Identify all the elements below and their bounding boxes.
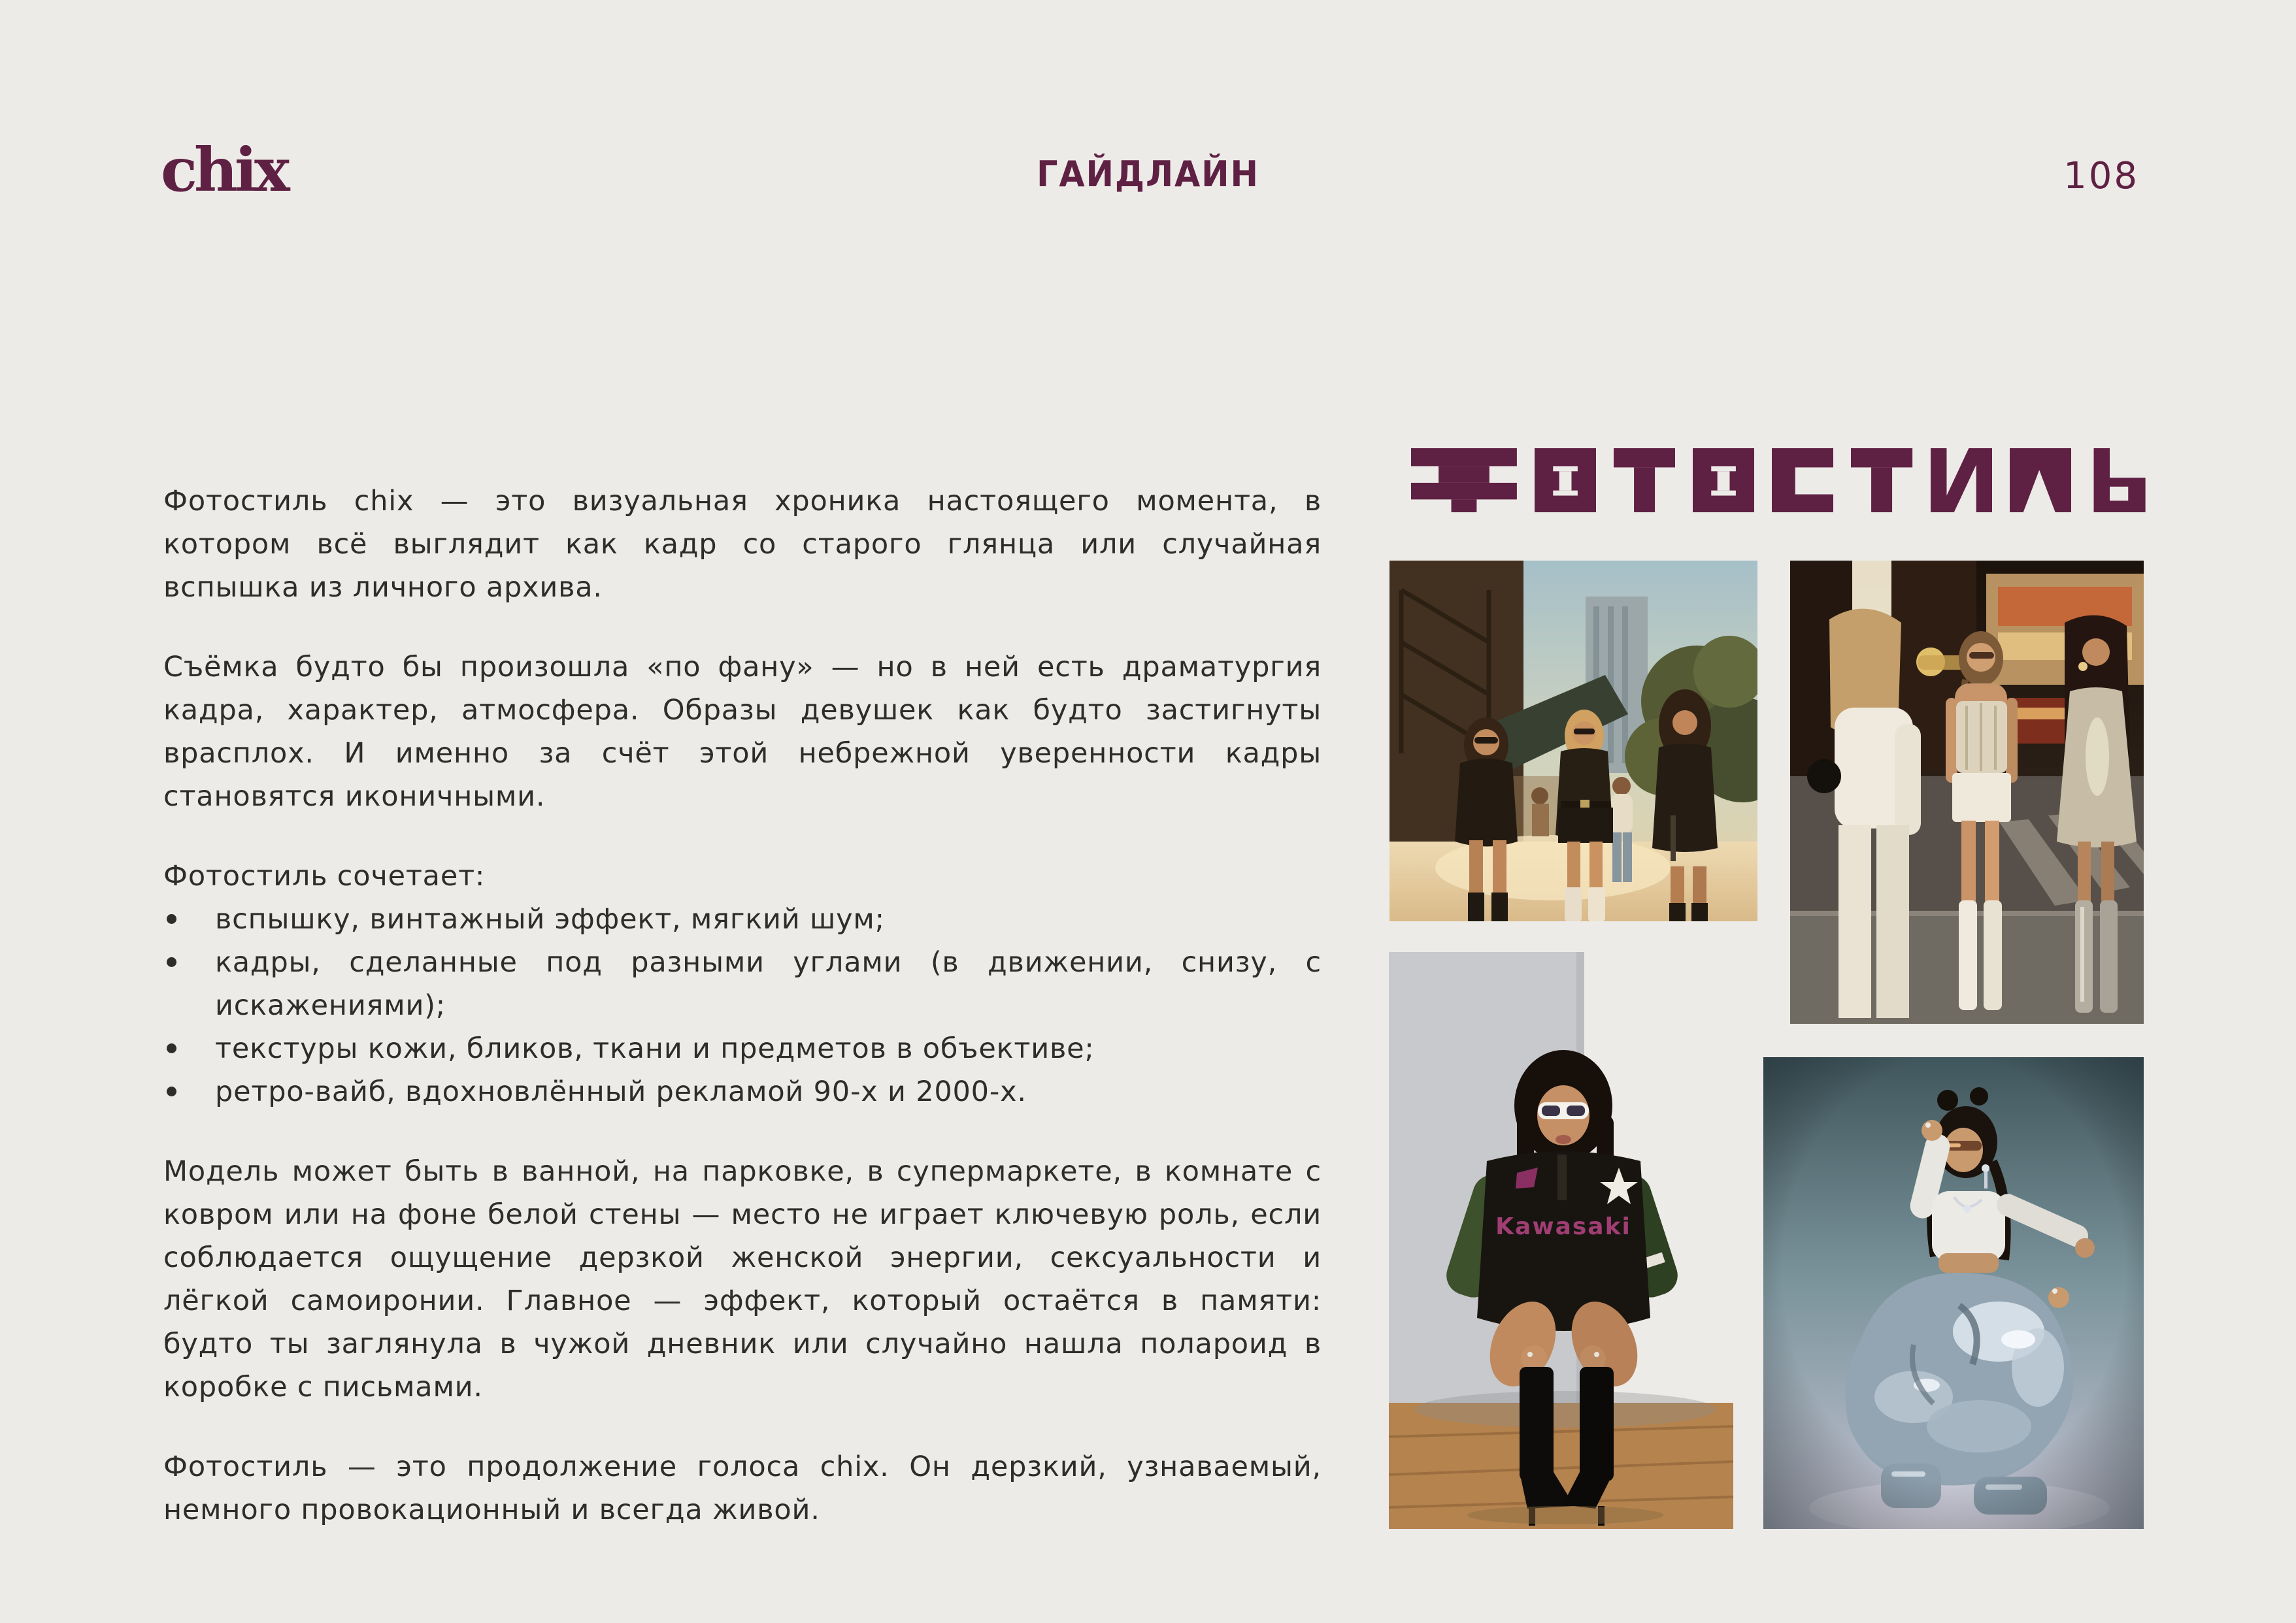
title-letter-glyph-t (1851, 448, 1912, 512)
paragraph-voice: Фотостиль — это продолжение голоса chix. Он дерзкий, узнаваемый, немного провокационный и всегда живой. (163, 1451, 1322, 1526)
title-letter-glyph-s (1772, 448, 1833, 512)
list-item (163, 1027, 1322, 1070)
title-letter-glyph-o (1693, 448, 1754, 512)
list-item-text: вспышку, винтажный эффект, мягкий шум; (215, 903, 885, 936)
bullet-icon (167, 914, 176, 924)
list-item-text: ретро-вайб, вдохновлённый рекламой 90-х и 2000-х. (215, 1075, 1027, 1108)
warm-film-overlay (1389, 561, 1757, 921)
photo-street-day (1389, 561, 1757, 921)
jacket-logo-text: Kawasaki (1495, 1213, 1631, 1240)
bullet-icon (167, 957, 176, 967)
list-item (163, 1070, 1322, 1113)
list-item (163, 941, 1322, 1027)
photo-moto-jacket-illustration (1389, 952, 1733, 1529)
bullet-list (163, 898, 1322, 1113)
page-number: 108 (2063, 155, 2139, 197)
photo-street-night (1790, 561, 2144, 1024)
body-text-column (163, 480, 1322, 1532)
list-item-text: текстуры кожи, бликов, ткани и предметов в объективе; (215, 1032, 1095, 1065)
list-item (163, 898, 1322, 941)
list-item-text: кадры, сделанные под разными углами (в движении, снизу, с искажениями); (215, 946, 1322, 1022)
photo-silver-pants (1763, 1057, 2144, 1529)
title-letter-glyph-soft (2089, 448, 2150, 512)
paragraph-model: Модель может быть в ванной, на парковке, в супермаркете, в комнате с ковром или на фоне белой стены — место не играет ключевую роль, если соблюдается ощущение дерзкой женской энергии, сексуальности и лёгкой самоиронии. Главное — эффект, который остаётся в памяти: будто ты заглянула в чужой дневник или случайно нашла полароид в коробке с письмами. (163, 1155, 1322, 1403)
bullet-icon (167, 1087, 176, 1096)
document-title: ГАЙДЛАЙН (1037, 154, 1259, 195)
title-letter-glyph-t (1614, 448, 1675, 512)
title-letter-glyph-i (1931, 448, 1992, 512)
photo-street-day-illustration (1389, 561, 1757, 921)
list-intro: Фотостиль сочетает: (163, 860, 486, 893)
title-letter-glyph-f (1411, 448, 1517, 512)
photo-street-night-illustration (1790, 561, 2144, 1024)
vignette-overlay (1763, 1057, 2144, 1529)
section-title-fotostil (1411, 448, 2150, 512)
title-letter-glyph-o (1535, 448, 1596, 512)
paragraph-intro: Фотостиль chix — это визуальная хроника настоящего момента, в котором всё выглядит как кадр со старого глянца или случайная вспышка из личного архива. (163, 485, 1322, 604)
title-letter-glyph-l (2010, 448, 2071, 512)
photo-silver-pants-illustration (1763, 1057, 2144, 1529)
photo-moto-jacket (1389, 952, 1733, 1529)
paragraph-shooting: Съёмка будто бы произошла «по фану» — но в ней есть драматургия кадра, характер, атмосфера. Образы девушек как будто застигнуты врасплох. И именно за счёт этой небрежной уверенности кадры становятся иконичными. (163, 651, 1322, 813)
bullet-icon (167, 1043, 176, 1053)
brand-logo: chix (161, 135, 287, 205)
